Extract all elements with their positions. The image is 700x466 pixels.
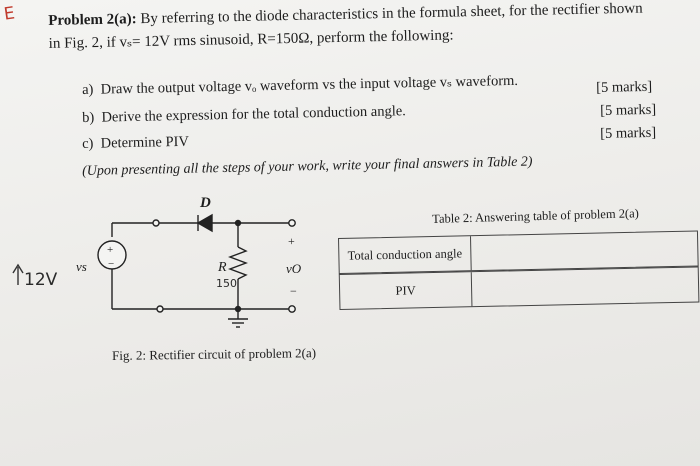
problem-line-1: By referring to the diode characteristics in the formula sheet, for the rectifier shown (140, 0, 643, 28)
figure-caption: Fig. 2: Rectifier circuit of problem 2(a) (112, 345, 317, 363)
task-c (82, 134, 189, 153)
resistor-label: R (218, 260, 227, 275)
handwritten-resistance: 150 (216, 277, 237, 290)
answer-table (338, 230, 699, 312)
answer-cell-conduction-angle[interactable] (471, 231, 698, 270)
problem-heading: Problem 2(a): (48, 11, 137, 29)
task-a-text: Draw the output voltage vₒ waveform vs the input voltage vₛ waveform. (100, 72, 519, 98)
task-b (82, 103, 406, 127)
source-minus: − (108, 258, 115, 270)
task-b-label: b) (82, 109, 95, 126)
task-a-marks: [5 marks] (596, 78, 653, 96)
output-label: vO (286, 261, 302, 276)
row-label-piv: PIV (340, 272, 473, 309)
handwritten-voltage: 12V (24, 270, 58, 290)
task-b-text: Derive the expression for the total conduction angle. (101, 103, 407, 126)
problem-statement (48, 0, 669, 56)
output-plus: + (288, 234, 295, 248)
diode-label: D (200, 195, 211, 211)
task-b-marks: [5 marks] (600, 101, 657, 119)
problem-line-2: in Fig. 2, if vₛ= 12V rms sinusoid, R=150Ω, perform the following: (48, 27, 454, 52)
task-a-label: a) (82, 81, 94, 98)
task-c-label: c) (82, 135, 94, 152)
instruction-note: (Upon presenting all the steps of your work, write your final answers in Table 2) (82, 154, 533, 179)
table-row (339, 266, 700, 310)
task-c-text: Determine PIV (100, 133, 190, 152)
task-c-marks: [5 marks] (600, 124, 657, 142)
answer-cell-piv[interactable] (472, 267, 699, 306)
table-title: Table 2: Answering table of problem 2(a) (432, 206, 640, 226)
task-a (82, 73, 518, 99)
source-plus: + (107, 244, 114, 256)
rectifier-circuit-diagram (0, 185, 340, 345)
source-label: vs (76, 259, 87, 274)
output-minus: − (290, 284, 297, 298)
margin-mark: E (2, 3, 17, 25)
row-label-conduction-angle: Total conduction angle (339, 236, 472, 273)
